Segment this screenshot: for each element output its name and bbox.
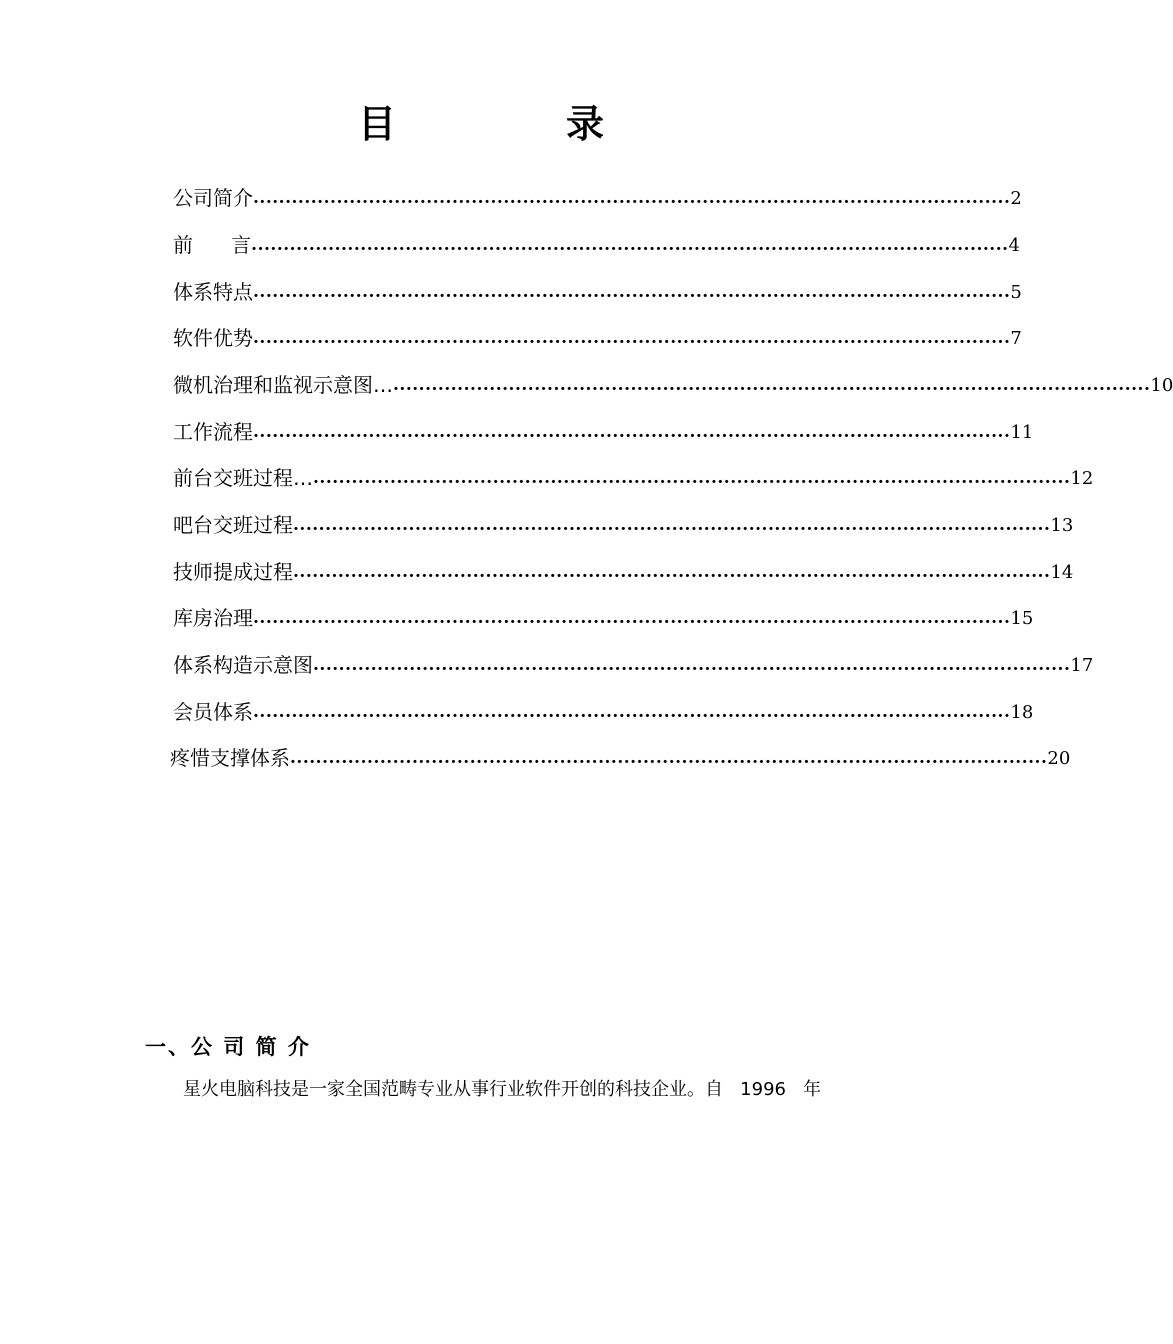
toc-leader-dots: ...................................................................................................................... xyxy=(293,562,1051,582)
toc-entry[interactable] xyxy=(173,686,1034,726)
toc-entry-page: 4 xyxy=(1008,235,1020,256)
toc-entry-label: 前台交班过程… xyxy=(173,466,313,490)
toc-leader-dots: ...................................................................................................................... xyxy=(253,608,1011,628)
toc-entry-page: 7 xyxy=(1010,328,1022,349)
toc-entry[interactable] xyxy=(173,639,1094,679)
toc-leader-dots: ...................................................................................................................... xyxy=(290,748,1048,768)
body-paragraph: 星火电脑科技是一家全国范畴专业从事行业软件开创的科技企业。自 1996 年 xyxy=(183,1079,822,1100)
toc-leader-dots: ...................................................................................................................... xyxy=(253,282,1011,302)
toc-entry-label: 体系特点 xyxy=(173,280,253,304)
toc-entry-page: 20 xyxy=(1047,748,1071,769)
toc-title xyxy=(0,96,950,152)
toc-entry-label: 疼惜支撑体系 xyxy=(170,746,290,770)
toc-entry-page: 12 xyxy=(1070,468,1094,489)
toc-entry[interactable] xyxy=(173,592,1034,632)
toc-entry[interactable] xyxy=(173,546,1074,586)
toc-leader-dots: ...................................................................................................................... xyxy=(313,468,1071,488)
toc-entry[interactable] xyxy=(173,359,1173,399)
toc-entry[interactable] xyxy=(173,452,1094,492)
toc-entry-label: 微机治理和监视示意图… xyxy=(173,373,393,397)
toc-entry-page: 2 xyxy=(1010,188,1022,209)
toc-entry-label: 公司简介 xyxy=(173,186,253,210)
toc-entry-page: 17 xyxy=(1070,655,1094,676)
toc-entry-page: 18 xyxy=(1010,702,1034,723)
toc-entry-page: 10 xyxy=(1150,375,1173,396)
toc-entry-label: 技师提成过程 xyxy=(173,560,293,584)
toc-entry[interactable] xyxy=(173,312,1022,352)
toc-entry[interactable] xyxy=(170,732,1071,772)
toc-entry-page: 5 xyxy=(1010,282,1022,303)
toc-entry-page: 11 xyxy=(1010,422,1034,443)
toc-entry-label: 会员体系 xyxy=(173,700,253,724)
toc-leader-dots: ...................................................................................................................... xyxy=(293,515,1051,535)
toc-entry[interactable] xyxy=(173,266,1022,306)
toc-entry-label: 吧台交班过程 xyxy=(173,513,293,537)
toc-entry-label: 软件优势 xyxy=(173,326,253,350)
toc-leader-dots: ...................................................................................................................... xyxy=(253,702,1011,722)
toc-entry-page: 15 xyxy=(1010,608,1034,629)
toc-entry-page: 14 xyxy=(1050,562,1074,583)
toc-leader-dots: ...................................................................................................................... xyxy=(393,375,1151,395)
toc-leader-dots: ...................................................................................................................... xyxy=(313,655,1071,675)
toc-title-char-1: 目 xyxy=(358,102,397,146)
toc-leader-dots: ...................................................................................................................... xyxy=(251,235,1009,255)
toc-title-char-2: 录 xyxy=(566,102,605,146)
toc-leader-dots: ...................................................................................................................... xyxy=(253,188,1011,208)
toc-entry-label: 前 言 xyxy=(173,233,252,257)
toc-entry-page: 13 xyxy=(1050,515,1074,536)
toc-entry-label: 工作流程 xyxy=(173,420,253,444)
toc-leader-dots: ...................................................................................................................... xyxy=(253,422,1011,442)
toc-entry-label: 库房治理 xyxy=(173,606,253,630)
toc-entry[interactable] xyxy=(173,406,1034,446)
toc-entry-label: 体系构造示意图 xyxy=(173,653,313,677)
toc-entry[interactable] xyxy=(173,219,1020,259)
toc-entry[interactable] xyxy=(173,499,1074,539)
toc-leader-dots: ...................................................................................................................... xyxy=(253,328,1011,348)
toc-entry[interactable] xyxy=(173,172,1022,212)
section-heading: 一、公 司 简 介 xyxy=(145,1035,311,1059)
